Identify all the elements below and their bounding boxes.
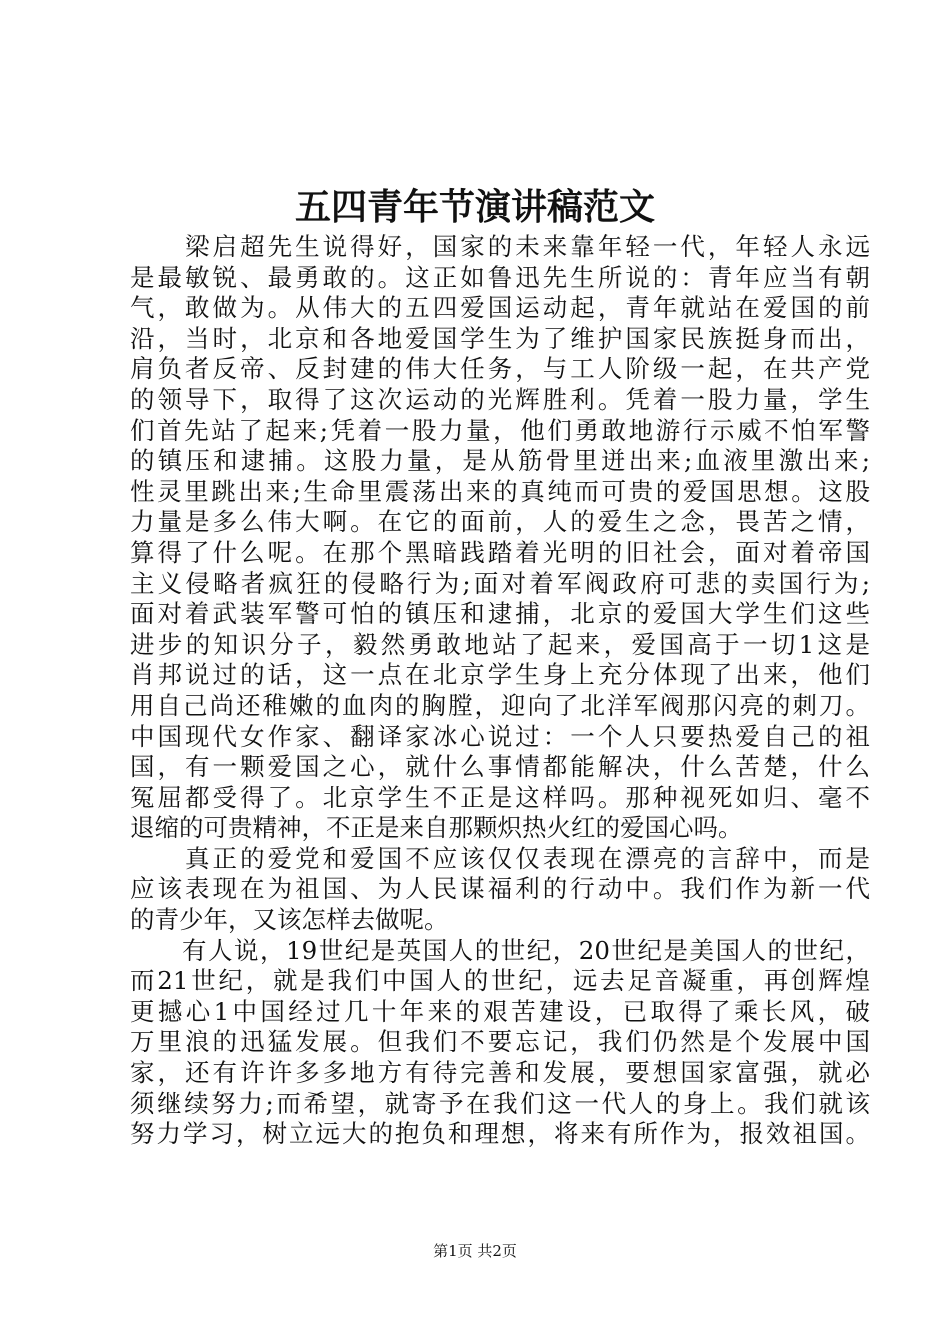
page-footer: 第1页 共2页 — [433, 1242, 517, 1260]
text-line: 们首先站了起来;凭着一股力量，他们勇敢地游行示威不怕军警 — [130, 415, 870, 445]
text-line: 用自己尚还稚嫩的血肉的胸膛，迎向了北洋军阀那闪亮的刺刀。 — [130, 690, 870, 720]
text-line: 是最敏锐、最勇敢的。这正如鲁迅先生所说的：青年应当有朝 — [130, 262, 870, 292]
text-line: 更撼心1中国经过几十年来的艰苦建设，已取得了乘长风，破 — [130, 996, 870, 1026]
text-line: 肩负者反帝、反封建的伟大任务，与工人阶级一起，在共产党 — [130, 354, 870, 384]
text-line: 真正的爱党和爱国不应该仅仅表现在漂亮的言辞中，而是 — [130, 843, 870, 873]
text-line: 家，还有许许多多地方有待完善和发展，要想国家富强，就必 — [130, 1058, 870, 1088]
document-title: 五四青年节演讲稿范文 — [294, 186, 655, 228]
text-line: 力量是多么伟大啊。在它的面前，人的爱生之念，畏苦之情， — [130, 507, 870, 537]
text-line: 有人说，19世纪是英国人的世纪，20世纪是美国人的世纪， — [130, 935, 870, 965]
text-line: 退缩的可贵精神，不正是来自那颗炽热火红的爱国心吗。 — [130, 813, 743, 843]
text-line: 应该表现在为祖国、为人民谋福利的行动中。我们作为新一代 — [130, 874, 870, 904]
text-line: 面对着武装军警可怕的镇压和逮捕，北京的爱国大学生们这些 — [130, 599, 870, 629]
text-line: 进步的知识分子，毅然勇敢地站了起来，爱国高于一切1这是 — [130, 629, 870, 659]
text-line: 国，有一颗爱国之心，就什么事情都能解决，什么苦楚，什么 — [130, 752, 870, 782]
text-line: 的领导下，取得了这次运动的光辉胜利。凭着一股力量，学生 — [130, 384, 870, 414]
text-line: 梁启超先生说得好，国家的未来靠年轻一代，年轻人永远 — [130, 232, 870, 261]
document-body — [130, 232, 870, 1150]
text-line: 冤屈都受得了。北京学生不正是这样吗。那种视死如归、毫不 — [130, 782, 870, 812]
text-line: 肖邦说过的话，这一点在北京学生身上充分体现了出来，他们 — [130, 660, 870, 690]
text-line: 中国现代女作家、翻译家冰心说过：一个人只要热爱自己的祖 — [130, 721, 870, 751]
text-line: 算得了什么呢。在那个黑暗践踏着光明的旧社会，面对着帝国 — [130, 537, 870, 567]
text-line: 的青少年，又该怎样去做呢。 — [130, 905, 449, 935]
text-line: 而21世纪，就是我们中国人的世纪，远去足音凝重，再创辉煌 — [130, 966, 870, 996]
text-line: 万里浪的迅猛发展。但我们不要忘记，我们仍然是个发展中国 — [130, 1027, 870, 1057]
text-line: 须继续努力;而希望，就寄予在我们这一代人的身上。我们就该 — [130, 1088, 870, 1118]
text-line: 沿，当时，北京和各地爱国学生为了维护国家民族挺身而出， — [130, 323, 870, 353]
text-line: 性灵里跳出来;生命里震荡出来的真纯而可贵的爱国思想。这股 — [130, 476, 870, 506]
text-line: 的镇压和逮捕。这股力量，是从筋骨里迸出来;血液里激出来; — [130, 446, 870, 476]
text-line: 努力学习，树立远大的抱负和理想，将来有所作为，报效祖国。 — [130, 1119, 870, 1149]
text-line: 气，敢做为。从伟大的五四爱国运动起，青年就站在爱国的前 — [130, 293, 870, 323]
text-line: 主义侵略者疯狂的侵略行为;面对着军阀政府可悲的卖国行为; — [130, 568, 870, 598]
